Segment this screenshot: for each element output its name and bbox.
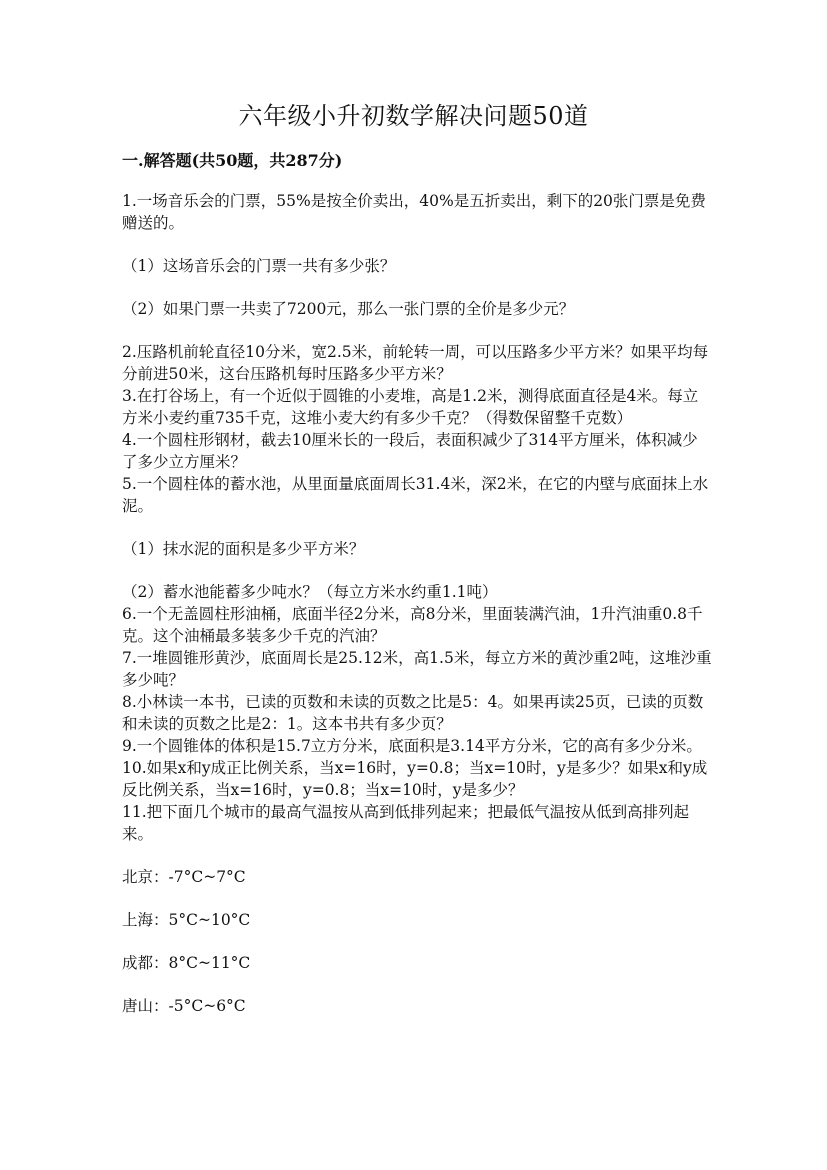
paragraph-gap [122, 277, 712, 298]
question-text: 7.一堆圆锥形黄沙，底面周长是25.12米，高1.5米，每立方米的黄沙重2吨，这堆沙重多少吨？ [122, 649, 712, 689]
question-text: 唐山：-5°C~6°C [122, 997, 246, 1015]
question-list [122, 190, 712, 1017]
question-text: 11.把下面几个城市的最高气温按从高到低排列起来；把最低气温按从低到高排列起来。 [122, 803, 690, 843]
question-text: 9.一个圆锥体的体积是15.7立方分米，底面积是3.14平方分米，它的高有多少分米。 [122, 737, 702, 755]
paragraph-gap [122, 974, 712, 995]
sub-question: （1）这场音乐会的门票一共有多少张？ [122, 257, 396, 275]
question-text: 成都：8°C~11°C [122, 954, 251, 972]
question-text: 5.一个圆柱体的蓄水池，从里面量底面周长31.4米，深2米，在它的内壁与底面抹上水泥。 [122, 475, 709, 515]
question-text: 3.在打谷场上，有一个近似于圆锥的小麦堆，高是1.2米，测得底面直径是4米。每立方米小麦约重735千克，这堆小麦大约有多少千克？（得数保留整千克数） [122, 387, 699, 427]
paragraph-gap [122, 845, 712, 866]
sub-question: （2）如果门票一共卖了7200元，那么一张门票的全价是多少元？ [122, 300, 575, 318]
paragraph-gap [122, 931, 712, 952]
question-text: 8.小林读一本书，已读的页数和未读的页数之比是5：4。如果再读25页，已读的页数和未读的页数之比是2：1。这本书共有多少页？ [122, 693, 704, 733]
paragraph-gap [122, 320, 712, 341]
paragraph-gap [122, 517, 712, 538]
question-text: 4.一个圆柱形钢材，截去10厘米长的一段后，表面积减少了314平方厘米，体积减少了多少立方厘米？ [122, 431, 698, 471]
page-title: 六年级小升初数学解决问题50道 [238, 102, 589, 130]
section-heading: 一.解答题(共50题，共287分) [122, 151, 343, 170]
paragraph-gap [122, 560, 712, 581]
sub-question: （2）蓄水池能蓄多少吨水？（每立方米水约重1.1吨） [122, 583, 498, 601]
sub-question: （1）抹水泥的面积是多少平方米？ [122, 540, 365, 558]
question-text: 1.一场音乐会的门票，55%是按全价卖出，40%是五折卖出，剩下的20张门票是免费赠送的。 [122, 192, 706, 232]
paragraph-gap [122, 888, 712, 909]
question-text: 6.一个无盖圆柱形油桶，底面半径2分米，高8分米，里面装满汽油，1升汽油重0.8千克。这个油桶最多装多少千克的汽油？ [122, 605, 703, 645]
question-text: 10.如果x和y成正比例关系，当x=16时，y=0.8；当x=10时，y是多少？如果x和y成反比例关系，当x=16时，y=0.8；当x=10时，y是多少？ [122, 759, 708, 799]
question-text: 2.压路机前轮直径10分米，宽2.5米，前轮转一周，可以压路多少平方米？如果平均每分前进50米，这台压路机每时压路多少平方米？ [122, 343, 709, 383]
paragraph-gap [122, 234, 712, 255]
question-text: 北京：-7°C~7°C [122, 868, 246, 886]
question-text: 上海：5°C~10°C [122, 911, 251, 929]
